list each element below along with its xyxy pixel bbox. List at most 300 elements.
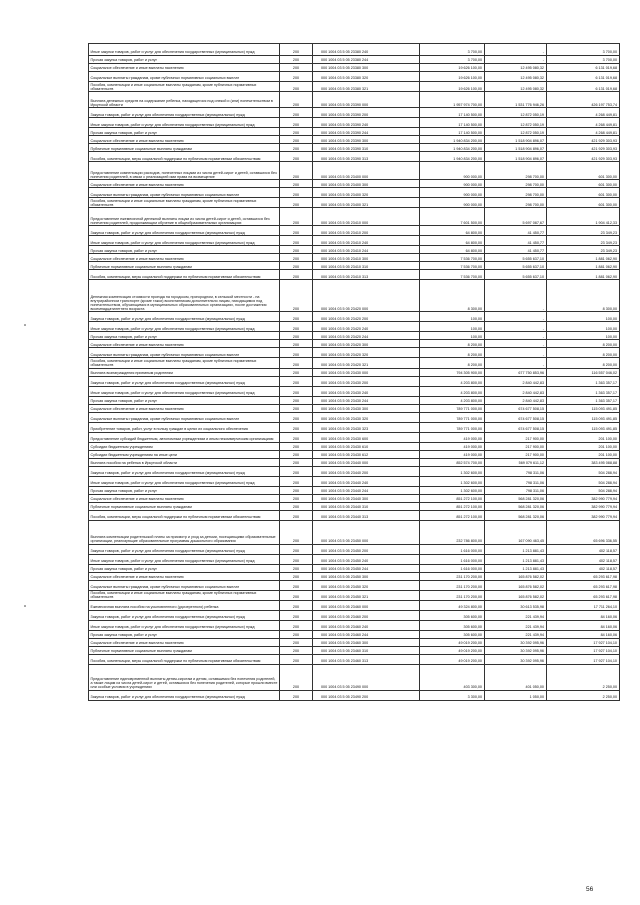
row-line-code: 200 [280,494,313,502]
row-approved-amount: 4 203 800,00 [419,386,484,396]
row-executed-amount: 798 311,06 [484,486,546,494]
row-description: Денежная компенсация стоимости проезда на городском, пригородном, в сельской местности - на внутрирайонном транспорте (кроме такси) воспитанникам дополнительно лицам, находящимся под попечительством, обучающимся в муниципальных образовательных организациях, после достижения восемнадцатилетнего возраста [89,280,280,312]
table-row [89,580,620,590]
row-executed-amount: 298 700,00 [484,188,546,198]
row-description: Закупка товаров, работ и услуг для обеспечения государственных (муниципальных) нужд [89,466,280,476]
row-line-code: 200 [280,270,313,280]
row-remaining-amount: 115 093 491,85 [546,412,619,422]
row-description: Пособия, компенсации и иные социальные выплаты гражданам, кроме публичных нормативных обязательств [89,358,280,368]
row-approved-amount: 7 536 700,00 [419,262,484,270]
row-classification-code: 000 1004 03 5 05 23450 244 [313,564,420,572]
row-remaining-amount: 504 288,94 [546,466,619,476]
row-classification-code: 000 1004 03 5 05 23460 313 [313,654,420,664]
row-approved-amount: 64 800,00 [419,246,484,254]
row-classification-code: 000 1004 03 5 05 23490 200 [313,690,420,700]
row-approved-amount: 305 600,00 [419,620,484,630]
row-classification-code: 000 1004 03 5 05 23460 244 [313,630,420,638]
row-approved-amount: 4 203 800,00 [419,396,484,404]
row-classification-code: 000 1004 03 5 05 23430 300 [313,404,420,412]
row-line-code: 200 [280,368,313,376]
table-row [89,236,620,246]
table-row [89,476,620,486]
table-row [89,600,620,610]
table-row [89,198,620,208]
row-classification-code: 000 1004 03 5 05 23410 240 [313,236,420,246]
row-remaining-amount: 65 293 617,98 [546,590,619,600]
row-description: Выплата вознаграждения приемным родителям [89,368,280,376]
row-classification-code: 000 1004 03 5 05 23460 000 [313,600,420,610]
row-executed-amount: 798 311,06 [484,466,546,476]
row-description: Социальные выплаты гражданам, кроме публичных нормативных социальных выплат [89,188,280,198]
row-description: Пособия, компенсации, меры социальной поддержки по публичным нормативным обязательствам [89,510,280,520]
row-description: Иные закупки товаров, работ и услуг для обеспечения государственных (муниципальных) нужд [89,44,280,56]
row-executed-amount: 221 439,94 [484,620,546,630]
row-line-code: 200 [280,322,313,332]
row-approved-amount: 1 940 834 200,00 [419,152,484,162]
table-row [89,226,620,236]
row-approved-amount: 900 000,00 [419,188,484,198]
row-remaining-amount: 17 711 264,10 [546,600,619,610]
row-approved-amount: 8 200,00 [419,358,484,368]
row-classification-code: 000 1004 03 5 05 23450 321 [313,590,420,600]
table-row [89,82,620,92]
row-line-code: 200 [280,144,313,152]
row-approved-amount: 231 170 200,00 [419,590,484,600]
row-classification-code: 000 1004 03 5 05 23420 200 [313,312,420,322]
row-remaining-amount: 402 118,57 [546,554,619,564]
row-line-code: 200 [280,198,313,208]
row-approved-amount: 17 140 500,00 [419,128,484,136]
row-description: Закупка товаров, работ и услуг для обеспечения государственных (муниципальных) нужд [89,376,280,386]
row-executed-amount: 569 079 611,12 [484,458,546,466]
row-executed-amount: 165 876 582,02 [484,580,546,590]
row-classification-code: 000 1004 03 5 05 23390 313 [313,152,420,162]
row-approved-amount: 900 000,00 [419,162,484,180]
row-approved-amount: 7 536 700,00 [419,254,484,262]
row-classification-code: 000 1004 03 5 05 23380 300 [313,64,420,72]
table-row [89,188,620,198]
row-executed-amount: 2 840 442,83 [484,376,546,386]
table-row [89,72,620,82]
row-line-code: 200 [280,620,313,630]
scan-speck [24,324,26,326]
row-remaining-amount: 100,00 [546,312,619,322]
row-executed-amount: 298 700,00 [484,198,546,208]
row-approved-amount: 64 800,00 [419,226,484,236]
row-executed-amount: 1 518 904 896,07 [484,136,546,144]
row-executed-amount: 1 518 904 896,07 [484,144,546,152]
row-line-code: 200 [280,572,313,580]
row-approved-amount: 100,00 [419,312,484,322]
row-remaining-amount: 100,00 [546,332,619,340]
row-description: Пособия, компенсации и иные социальные выплаты гражданам, кроме публичных нормативных обязательств [89,590,280,600]
row-remaining-amount: 421 929 303,93 [546,152,619,162]
row-executed-amount: - [484,358,546,368]
row-remaining-amount: 23 349,23 [546,246,619,254]
row-classification-code: 000 1004 03 5 05 23460 300 [313,638,420,646]
table-row [89,322,620,332]
row-approved-amount: 17 140 500,00 [419,108,484,118]
row-description: Иные закупки товаров, работ и услуг для обеспечения государственных (муниципальных) нужд [89,476,280,486]
row-description: Прочая закупка товаров, работ и услуг [89,396,280,404]
row-executed-amount: 674 677 508,15 [484,412,546,422]
table-row [89,254,620,262]
row-classification-code: 000 1004 03 5 05 23390 244 [313,128,420,136]
row-remaining-amount: 1 881 062,90 [546,270,619,280]
row-description: Закупка товаров, работ и услуг для обеспечения государственных (муниципальных) нужд [89,226,280,236]
row-description: Публичные нормативные социальные выплаты гражданам [89,502,280,510]
row-description: Пособия, компенсации и иные социальные выплаты гражданам, кроме публичных нормативных обязательств [89,198,280,208]
row-classification-code: 000 1004 03 5 05 23430 240 [313,386,420,396]
row-description: Публичные нормативные социальные выплаты гражданам [89,262,280,270]
row-remaining-amount: 84 160,06 [546,610,619,620]
row-executed-amount: 167 090 463,45 [484,520,546,544]
row-line-code: 200 [280,348,313,358]
row-approved-amount: 3 700,00 [419,56,484,64]
row-remaining-amount: 1 881 062,90 [546,262,619,270]
row-executed-amount: 12 495 080,32 [484,64,546,72]
row-approved-amount: 403 300,00 [419,664,484,690]
row-executed-amount: - [484,322,546,332]
row-description: Прочая закупка товаров, работ и услуг [89,56,280,64]
row-approved-amount: 49 019 200,00 [419,646,484,654]
row-description: Иные закупки товаров, работ и услуг для обеспечения государственных (муниципальных) нужд [89,554,280,564]
row-line-code: 200 [280,72,313,82]
table-row [89,486,620,494]
row-remaining-amount: 23 349,23 [546,226,619,236]
table-row [89,630,620,638]
row-remaining-amount: 383 495 088,88 [546,458,619,466]
row-line-code: 200 [280,226,313,236]
row-remaining-amount: 4 268 449,81 [546,108,619,118]
row-classification-code: 000 1004 03 5 05 23430 323 [313,422,420,432]
row-executed-amount: 165 876 582,02 [484,572,546,580]
row-executed-amount: 401 050,00 [484,664,546,690]
row-line-code: 200 [280,544,313,554]
table-row [89,280,620,312]
row-description: Социальные выплаты гражданам, кроме публичных нормативных социальных выплат [89,72,280,82]
row-line-code: 200 [280,254,313,262]
row-line-code: 200 [280,690,313,700]
row-classification-code: 000 1004 03 5 05 23380 244 [313,56,420,64]
document-page [88,43,617,701]
row-description: Выплата пособия на ребенка в Иркутской области [89,458,280,466]
row-description: Выплата компенсации родительской платы за присмотр и уход за детьми, посещающими образовательные организации, реализующие образовательные программы дошкольного образования [89,520,280,544]
row-description: Выплата денежных средств на содержание ребенка, находящегося под опекой и (или) попечительством в Иркутской области [89,92,280,108]
table-row [89,610,620,620]
row-remaining-amount: 601 300,00 [546,188,619,198]
row-remaining-amount: 402 118,57 [546,544,619,554]
row-line-code: 200 [280,208,313,226]
row-executed-amount: 568 281 320,06 [484,510,546,520]
row-executed-amount: - [484,332,546,340]
row-classification-code: 000 1004 03 5 05 23430 600 [313,432,420,442]
row-executed-amount: 217 900,00 [484,432,546,442]
row-approved-amount: 231 170 200,00 [419,580,484,590]
table-row [89,404,620,412]
row-description: Публичные нормативные социальные выплаты гражданам [89,646,280,654]
table-row [89,520,620,544]
row-approved-amount: 19 626 100,00 [419,82,484,92]
row-description: Предоставление субсидий бюджетным, автономным учреждениям и иным некоммерческим организациям [89,432,280,442]
row-remaining-amount: 8 200,00 [546,340,619,348]
row-description: Социальные выплаты гражданам, кроме публичных нормативных социальных выплат [89,412,280,422]
row-remaining-amount: 3 700,00 [546,44,619,56]
row-remaining-amount: 426 197 753,74 [546,92,619,108]
row-remaining-amount: 1 363 357,17 [546,396,619,404]
row-approved-amount: 3 700,00 [419,44,484,56]
row-remaining-amount: 1 363 357,17 [546,386,619,396]
row-executed-amount: 1 213 881,43 [484,564,546,572]
row-description: Субсидии бюджетным учреждениям [89,442,280,450]
row-line-code: 200 [280,610,313,620]
row-remaining-amount: 6 131 019,68 [546,64,619,72]
row-executed-amount: 41 450,77 [484,226,546,236]
table-row [89,162,620,180]
row-executed-amount: 568 281 320,06 [484,494,546,502]
row-remaining-amount: 601 300,00 [546,198,619,208]
table-row [89,44,620,56]
row-executed-amount: 674 677 508,15 [484,404,546,412]
row-line-code: 200 [280,312,313,322]
row-classification-code: 000 1004 03 5 05 23420 321 [313,358,420,368]
row-classification-code: 000 1004 03 5 05 23440 310 [313,502,420,510]
row-classification-code: 000 1004 03 5 05 23410 000 [313,208,420,226]
row-remaining-amount: 1 363 357,17 [546,376,619,386]
row-remaining-amount: 201 100,00 [546,432,619,442]
row-classification-code: 000 1004 03 5 05 23430 610 [313,442,420,450]
row-classification-code: 000 1004 03 5 05 23410 200 [313,226,420,236]
row-classification-code: 000 1004 03 5 05 23490 000 [313,664,420,690]
table-row [89,450,620,458]
row-line-code: 200 [280,188,313,198]
row-executed-amount: 221 439,94 [484,630,546,638]
row-approved-amount: 1 616 000,00 [419,564,484,572]
row-line-code: 200 [280,502,313,510]
row-executed-amount: 30 613 535,98 [484,600,546,610]
row-description: Социальные выплаты гражданам, кроме публичных нормативных социальных выплат [89,580,280,590]
row-line-code: 200 [280,664,313,690]
table-row [89,118,620,128]
row-executed-amount: 677 750 853,96 [484,368,546,376]
table-row [89,638,620,646]
row-line-code: 200 [280,82,313,92]
row-description: Социальное обеспечение и иные выплаты населению [89,64,280,72]
table-row [89,564,620,572]
row-classification-code: 000 1004 03 5 05 23420 320 [313,348,420,358]
row-executed-amount: 1 213 881,43 [484,554,546,564]
table-row [89,590,620,600]
row-executed-amount: - [484,312,546,322]
row-description: Социальное обеспечение и иные выплаты населению [89,638,280,646]
row-executed-amount: 1 518 904 896,07 [484,152,546,162]
row-approved-amount: 3 300,00 [419,690,484,700]
row-description: Социальное обеспечение и иные выплаты населению [89,404,280,412]
row-classification-code: 000 1004 03 5 05 23460 200 [313,610,420,620]
row-line-code: 200 [280,630,313,638]
row-executed-amount: - [484,56,546,64]
row-remaining-amount: 84 160,06 [546,620,619,630]
row-line-code: 200 [280,340,313,348]
row-classification-code: 000 1004 03 5 05 23400 300 [313,180,420,188]
row-remaining-amount: 504 288,94 [546,476,619,486]
row-line-code: 200 [280,118,313,128]
row-approved-amount: 8 200,00 [419,348,484,358]
row-approved-amount: 8 300,00 [419,280,484,312]
table-row [89,572,620,580]
table-row [89,690,620,700]
row-description: Пособия, компенсации, меры социальной поддержки по публичным нормативным обязательствам [89,152,280,162]
row-executed-amount: 1 531 776 946,26 [484,92,546,108]
row-description: Публичные нормативные социальные выплаты гражданам [89,144,280,152]
row-remaining-amount: 4 268 449,81 [546,128,619,136]
table-row [89,412,620,422]
row-description: Социальное обеспечение и иные выплаты населению [89,340,280,348]
table-row [89,136,620,144]
row-line-code: 200 [280,64,313,72]
table-row [89,442,620,450]
row-approved-amount: 17 140 500,00 [419,118,484,128]
row-line-code: 200 [280,162,313,180]
row-approved-amount: 851 272 100,00 [419,502,484,510]
row-approved-amount: 1 616 000,00 [419,544,484,554]
row-classification-code: 000 1004 03 5 05 23450 000 [313,520,420,544]
row-approved-amount: 1 940 834 200,00 [419,136,484,144]
row-executed-amount: 12 495 080,32 [484,72,546,82]
row-classification-code: 000 1004 03 5 05 23450 200 [313,544,420,554]
row-line-code: 200 [280,412,313,422]
table-row [89,270,620,280]
row-description: Иные закупки товаров, работ и услуг для обеспечения государственных (муниципальных) нужд [89,236,280,246]
row-executed-amount: 298 700,00 [484,162,546,180]
row-line-code: 200 [280,554,313,564]
row-line-code: 200 [280,600,313,610]
row-executed-amount: 2 840 442,83 [484,386,546,396]
row-remaining-amount: 8 200,00 [546,358,619,368]
row-remaining-amount: 116 557 046,02 [546,368,619,376]
row-remaining-amount: 2 250,00 [546,690,619,700]
row-description: Социальное обеспечение и иные выплаты населению [89,136,280,144]
row-remaining-amount: 6 131 019,68 [546,72,619,82]
row-approved-amount: 4 203 800,00 [419,376,484,386]
row-executed-amount: 5 655 637,10 [484,262,546,270]
table-row [89,152,620,162]
row-remaining-amount: 115 093 491,85 [546,422,619,432]
row-classification-code: 000 1004 03 5 05 23390 200 [313,108,420,118]
row-remaining-amount: 17 927 104,10 [546,638,619,646]
row-line-code: 200 [280,564,313,572]
row-remaining-amount: 2 250,00 [546,664,619,690]
row-approved-amount: 419 000,00 [419,432,484,442]
row-executed-amount: 217 900,00 [484,450,546,458]
table-row [89,340,620,348]
row-line-code: 200 [280,654,313,664]
table-row [89,144,620,152]
row-description: Закупка товаров, работ и услуг для обеспечения государственных (муниципальных) нужд [89,108,280,118]
row-approved-amount: 100,00 [419,322,484,332]
row-classification-code: 000 1004 03 5 05 23430 320 [313,412,420,422]
row-approved-amount: 7 536 700,00 [419,270,484,280]
row-description: Социальное обеспечение и иные выплаты населению [89,572,280,580]
row-approved-amount: 19 626 100,00 [419,72,484,82]
row-remaining-amount: 382 990 779,94 [546,502,619,510]
row-executed-amount: - [484,280,546,312]
row-executed-amount: 798 311,06 [484,476,546,486]
row-line-code: 200 [280,646,313,654]
row-classification-code: 000 1004 03 5 05 23420 240 [313,322,420,332]
table-row [89,368,620,376]
table-row [89,396,620,404]
row-approved-amount: 419 000,00 [419,450,484,458]
table-row [89,502,620,510]
table-row [89,332,620,340]
row-classification-code: 000 1004 03 5 05 23450 320 [313,580,420,590]
row-line-code: 200 [280,236,313,246]
row-executed-amount: 5 697 087,67 [484,208,546,226]
row-classification-code: 000 1004 03 5 05 23420 300 [313,340,420,348]
table-row [89,620,620,630]
row-classification-code: 000 1004 03 5 05 23440 313 [313,510,420,520]
row-classification-code: 000 1004 03 5 05 23380 240 [313,44,420,56]
row-classification-code: 000 1004 03 5 05 23460 310 [313,646,420,654]
row-approved-amount: 900 000,00 [419,198,484,208]
row-remaining-amount: 421 929 303,93 [546,144,619,152]
row-remaining-amount: 201 100,00 [546,442,619,450]
table-row [89,386,620,396]
table-row [89,544,620,554]
row-description: Ежемесячная выплата пособия на усыновленного (удочеренного) ребенка [89,600,280,610]
row-line-code: 200 [280,128,313,136]
table-row [89,56,620,64]
table-row [89,646,620,654]
row-executed-amount: 221 439,94 [484,610,546,620]
row-approved-amount: 1 940 834 200,00 [419,144,484,152]
row-executed-amount: 41 450,77 [484,236,546,246]
table-row [89,654,620,664]
row-executed-amount: 12 495 080,32 [484,82,546,92]
row-line-code: 200 [280,56,313,64]
row-line-code: 200 [280,152,313,162]
row-approved-amount: 8 200,00 [419,340,484,348]
row-approved-amount: 851 272 100,00 [419,494,484,502]
row-remaining-amount: 6 131 019,68 [546,82,619,92]
row-line-code: 200 [280,466,313,476]
row-executed-amount: 5 655 637,10 [484,270,546,280]
row-classification-code: 000 1004 03 5 05 23450 300 [313,572,420,580]
row-approved-amount: 19 626 100,00 [419,64,484,72]
row-remaining-amount: 84 160,06 [546,630,619,638]
row-approved-amount: 305 600,00 [419,610,484,620]
row-executed-amount: 12 872 050,19 [484,108,546,118]
row-description: Закупка товаров, работ и услуг для обеспечения государственных (муниципальных) нужд [89,544,280,554]
row-classification-code: 000 1004 03 5 05 23390 000 [313,92,420,108]
row-description: Социальное обеспечение и иные выплаты населению [89,180,280,188]
row-approved-amount: 852 574 700,00 [419,458,484,466]
row-line-code: 200 [280,358,313,368]
row-classification-code: 000 1004 03 5 05 23420 000 [313,280,420,312]
row-executed-amount: 5 655 637,10 [484,254,546,262]
row-description: Социальное обеспечение и иные выплаты населению [89,254,280,262]
row-approved-amount: 1 302 600,00 [419,486,484,494]
row-description: Прочая закупка товаров, работ и услуг [89,246,280,254]
row-remaining-amount: 100,00 [546,322,619,332]
row-approved-amount: 100,00 [419,332,484,340]
table-row [89,312,620,322]
row-classification-code: 000 1004 03 5 05 23410 300 [313,254,420,262]
row-remaining-amount: 402 118,57 [546,564,619,572]
table-row [89,432,620,442]
row-remaining-amount: 382 990 779,94 [546,510,619,520]
